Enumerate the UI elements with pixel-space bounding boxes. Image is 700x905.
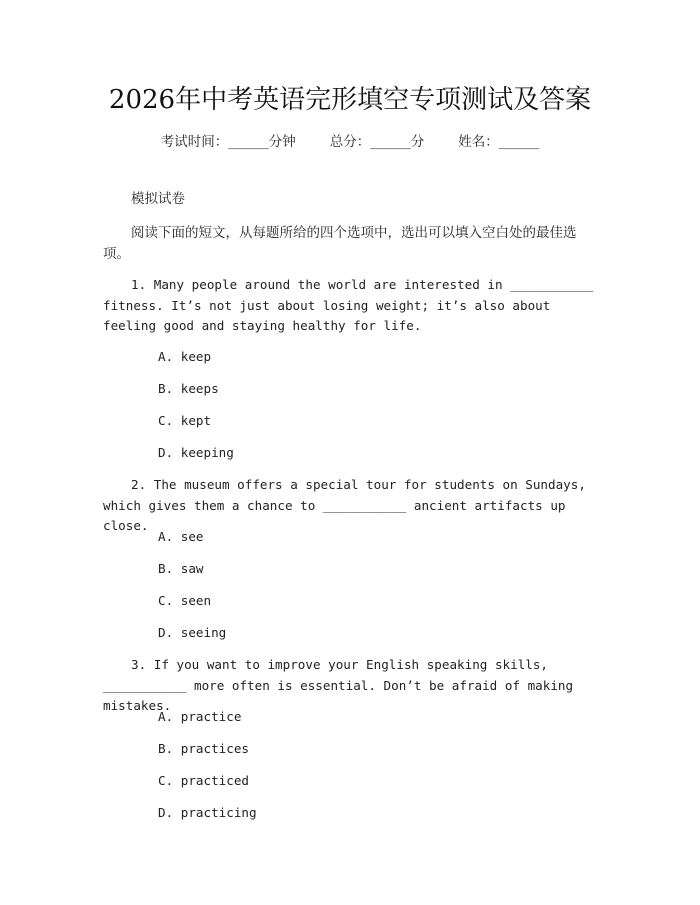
question-3-option-d: D. practicing [158, 805, 257, 820]
exam-total-score: 总分：______分 [329, 134, 425, 150]
question-2-option-a: A. see [158, 529, 204, 544]
section-label: 模拟试卷 [131, 191, 185, 207]
question-2-text: 2. The museum offers a special tour for students on Sundays, which gives them a chance to ___________ ancient artifacts up close. [103, 477, 586, 533]
question-1-option-a: A. keep [158, 349, 212, 364]
question-3-option-c: C. practiced [158, 773, 249, 788]
question-3-option-a: A. practice [158, 709, 242, 724]
exam-meta [0, 132, 700, 152]
question-1-option-b: B. keeps [158, 381, 219, 396]
question-1-option-d: D. keeping [158, 445, 234, 460]
question-3-text: 3. If you want to improve your English speaking skills, ___________ more often is essential. Don’t be afraid of making mistakes. [103, 657, 574, 713]
question-2-option-b: B. saw [158, 561, 204, 576]
instructions: 阅读下面的短文，从每题所给的四个选项中，选出可以填入空白处的最佳选项。 [103, 225, 577, 262]
question-2-option-d: D. seeing [158, 625, 227, 640]
question-2-option-c: C. seen [158, 593, 212, 608]
question-1-text: 1. Many people around the world are interested in ___________ fitness. It’s not just about losing weight; it’s also about feeling good and staying healthy for life. [103, 277, 594, 333]
document-title: 2026年中考英语完形填空专项测试及答案 [108, 85, 592, 115]
question-1-option-c: C. kept [158, 413, 212, 428]
question-3-option-b: B. practices [158, 741, 249, 756]
student-name: 姓名：______ [458, 134, 540, 150]
exam-time: 考试时间：______分钟 [160, 134, 296, 150]
